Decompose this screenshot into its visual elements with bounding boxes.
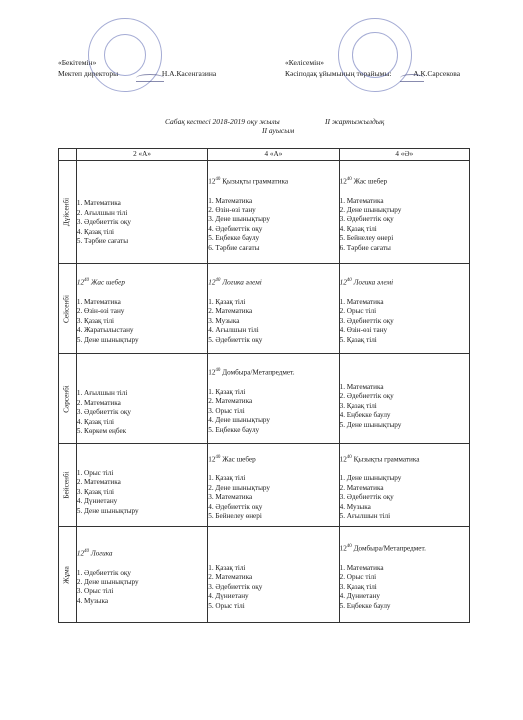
lesson-list: 1. Қазақ тілі 2. Математика 3. Музыка 4. Ағылшын тілі 5. Әдебиеттік оқу bbox=[208, 297, 263, 344]
extra-activity: $12^{40}$ Логика әлемі bbox=[208, 278, 262, 287]
extra-activity: $12^{40}$ Логика әлемі bbox=[339, 278, 394, 287]
schedule-cell bbox=[208, 444, 339, 527]
document-header bbox=[0, 58, 523, 88]
lesson-list: 1. Математика 2. Өзін-өзі тану 3. Қазақ тілі 4. Жаратылыстану 5. Дене шынықтыру bbox=[76, 297, 139, 344]
lesson-list: 1. Математика 2. Ағылшын тілі 3. Әдебиеттік оқу 4. Қазақ тілі 5. Тәрбие сағаты bbox=[76, 199, 132, 246]
director-name: Н.А.Касенгазина bbox=[161, 69, 217, 78]
schedule-cell bbox=[76, 527, 207, 623]
lesson-list: 1. Орыс тілі 2. Математика 3. Қазақ тілі 4. Дүниетану 5. Дене шынықтыру bbox=[76, 468, 139, 515]
table-row-monday bbox=[59, 161, 470, 264]
column-header-4a: 4 «А» bbox=[208, 149, 339, 161]
agree-label: «Келісемін» bbox=[285, 58, 324, 67]
title-shift: ІІ ауысым bbox=[262, 126, 295, 135]
schedule-cell bbox=[76, 354, 207, 444]
schedule-cell bbox=[339, 527, 469, 623]
extra-activity: $12^{40}$ Домбыра/Метапредмет. bbox=[339, 544, 426, 553]
column-header-4ae: 4 «Ә» bbox=[339, 149, 469, 161]
schedule-cell bbox=[76, 161, 207, 264]
union-signature bbox=[400, 74, 424, 82]
extra-activity: $12^{40}$ Домбыра/Метапредмет. bbox=[208, 368, 295, 377]
lesson-list: 1. Математика 2. Өзін-өзі тану 3. Дене шынықтыру 4. Әдебиеттік оқу 5. Еңбекке баулу 6. Тәрбие сағаты bbox=[208, 196, 271, 252]
right-seal-inner-ring bbox=[352, 32, 398, 78]
day-column-header bbox=[59, 149, 77, 161]
schedule-cell bbox=[339, 444, 469, 527]
lesson-list: 1. Қазақ тілі 2. Дене шынықтыру 3. Математика 4. Әдебиеттік оқу 5. Бейнелеу өнері bbox=[208, 474, 271, 520]
day-cell-wednesday: Сәрсенбі bbox=[59, 354, 77, 444]
schedule-cell bbox=[339, 161, 469, 264]
lesson-list: 1. Әдебиеттік оқу 2. Дене шынықтыру 3. Орыс тілі 4. Музыка bbox=[76, 568, 139, 605]
lesson-list: 1. Математика 2. Орыс тілі 3. Әдебиеттік оқу 4. Өзін-өзі тану 5. Қазақ тілі bbox=[339, 297, 394, 344]
extra-activity: $12^{40}$ Жас шебер bbox=[208, 454, 256, 463]
lesson-list: 1. Математика 2. Әдебиеттік оқу 3. Қазақ тілі 4. Еңбекке баулу 5. Дене шынықтыру bbox=[339, 382, 402, 429]
day-cell-monday: Дүйсенбі bbox=[59, 161, 77, 264]
union-name: А.К.Сарсекова bbox=[413, 69, 461, 78]
director-title: Мектеп директоры bbox=[58, 69, 119, 78]
lesson-list: 1. Математика 2. Дене шынықтыру 3. Әдебиеттік оқу 4. Қазақ тілі 5. Бейнелеу өнері 6. Тәрбие сағаты bbox=[339, 196, 402, 252]
extra-activity: $12^{40}$ Қызықты грамматика bbox=[208, 176, 289, 186]
schedule-cell bbox=[339, 264, 469, 354]
schedule-cell bbox=[208, 161, 339, 264]
lesson-list: 1. Математика 2. Орыс тілі 3. Қазақ тілі 4. Дүниетану 5. Еңбекке баулу bbox=[339, 563, 391, 610]
extra-activity: $12^{40}$ Қызықты грамматика bbox=[339, 454, 420, 463]
extra-activity: $12^{40}$ Жас шебер bbox=[76, 278, 125, 287]
day-cell-tuesday: Сейсенбі bbox=[59, 264, 77, 354]
lesson-list: 1. Дене шынықтыру 2. Математика 3. Әдебиеттік оқу 4. Музыка 5. Ағылшын тілі bbox=[339, 474, 402, 520]
table-row-tuesday bbox=[59, 264, 470, 354]
schedule-cell bbox=[208, 354, 339, 444]
title-semester: ІІ жартыжылдық bbox=[325, 117, 385, 126]
extra-activity: $12^{40}$ Логика bbox=[76, 548, 113, 558]
schedule-cell bbox=[76, 264, 207, 354]
schedule-cell bbox=[208, 527, 339, 623]
approve-label: «Бекітемін» bbox=[58, 58, 97, 67]
schedule-cell bbox=[76, 444, 207, 527]
schedule-cell bbox=[339, 354, 469, 444]
table-row-friday bbox=[59, 527, 470, 623]
table-row-thursday bbox=[59, 444, 470, 527]
table-header-row bbox=[59, 149, 470, 161]
union-title: Кәсіподақ ұйымының төрайымы: bbox=[285, 69, 392, 78]
day-cell-thursday: Бейсенбі bbox=[59, 444, 77, 527]
column-header-2a: 2 «А» bbox=[76, 149, 207, 161]
table-row-wednesday bbox=[59, 354, 470, 444]
title-main: Сабақ кестесі 2018-2019 оқу жылы bbox=[165, 117, 280, 126]
lesson-list: 1. Қазақ тілі 2. Математика 3. Әдебиеттік оқу 4. Дүниетану 5. Орыс тілі bbox=[208, 563, 263, 610]
lesson-list: 1. Қазақ тілі 2. Математика 3. Орыс тілі 4. Дене шынықтыру 5. Еңбекке баулу bbox=[208, 387, 271, 434]
lesson-list: 1. Ағылшын тілі 2. Математика 3. Әдебиеттік оқу 4. Қазақ тілі 5. Көркем еңбек bbox=[76, 389, 132, 436]
left-seal-inner-ring bbox=[104, 34, 146, 76]
schedule-cell bbox=[208, 264, 339, 354]
schedule-table bbox=[58, 148, 470, 623]
director-signature bbox=[136, 74, 164, 82]
extra-activity: $12^{40}$ Жас шебер bbox=[339, 176, 388, 186]
day-cell-friday: Жұма bbox=[59, 527, 77, 623]
